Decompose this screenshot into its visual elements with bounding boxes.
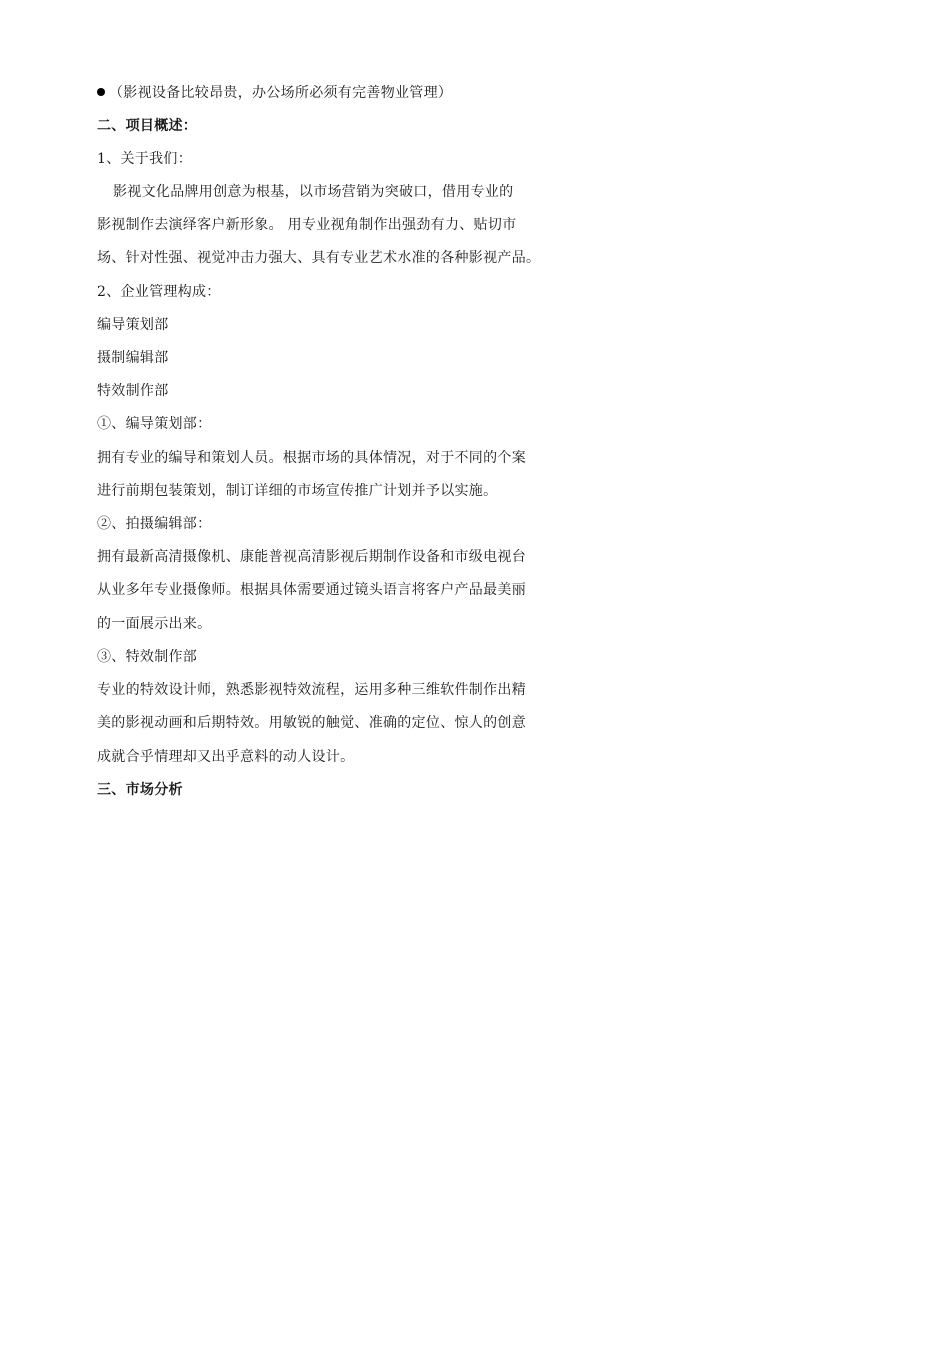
paragraph-line: 拥有专业的编导和策划人员。根据市场的具体情况，对于不同的个案 [97, 450, 526, 466]
bullet-note-text: （影视设备比较昂贵，办公场所必须有完善物业管理） [109, 85, 453, 101]
department-heading-planning: ①、编导策划部： [97, 416, 212, 432]
paragraph-line: 影视文化品牌用创意为根基，以市场营销为突破口，借用专业的 [113, 184, 514, 200]
department-item: 编导策划部 [97, 317, 169, 333]
paragraph-line: 拥有最新高清摄像机、康能普视高清影视后期制作设备和市级电视台 [97, 549, 526, 565]
department-heading-effects: ③、特效制作部 [97, 649, 198, 665]
department-item: 特效制作部 [97, 383, 169, 399]
paragraph-line: 成就合乎情理却又出乎意料的动人设计。 [97, 749, 355, 765]
bullet-line [97, 84, 452, 102]
paragraph-line: 的一面展示出来。 [97, 616, 212, 632]
paragraph-line: 美的影视动画和后期特效。用敏锐的触觉、准确的定位、惊人的创意 [97, 715, 526, 731]
paragraph-line: 从业多年专业摄像师。根据具体需要通过镜头语言将客户产品最美丽 [97, 582, 526, 598]
paragraph-line: 影视制作去演绎客户新形象。 用专业视角制作出强劲有力、贴切市 [97, 217, 517, 233]
paragraph-line: 专业的特效设计师，熟悉影视特效流程，运用多种三维软件制作出精 [97, 682, 526, 698]
department-item: 摄制编辑部 [97, 350, 169, 366]
section-heading-overview: 二、项目概述： [97, 118, 198, 134]
section-heading-market-analysis: 三、市场分析 [97, 782, 183, 798]
subheading-about-us: 1、关于我们： [97, 151, 193, 167]
paragraph-line: 进行前期包装策划，制订详细的市场宣传推广计划并予以实施。 [97, 483, 498, 499]
paragraph-line: 场、针对性强、视觉冲击力强大、具有专业艺术水准的各种影视产品。 [97, 250, 541, 266]
bullet-icon [97, 88, 105, 96]
subheading-management-structure: 2、企业管理构成： [97, 284, 221, 300]
department-heading-filming: ②、拍摄编辑部： [97, 516, 212, 532]
